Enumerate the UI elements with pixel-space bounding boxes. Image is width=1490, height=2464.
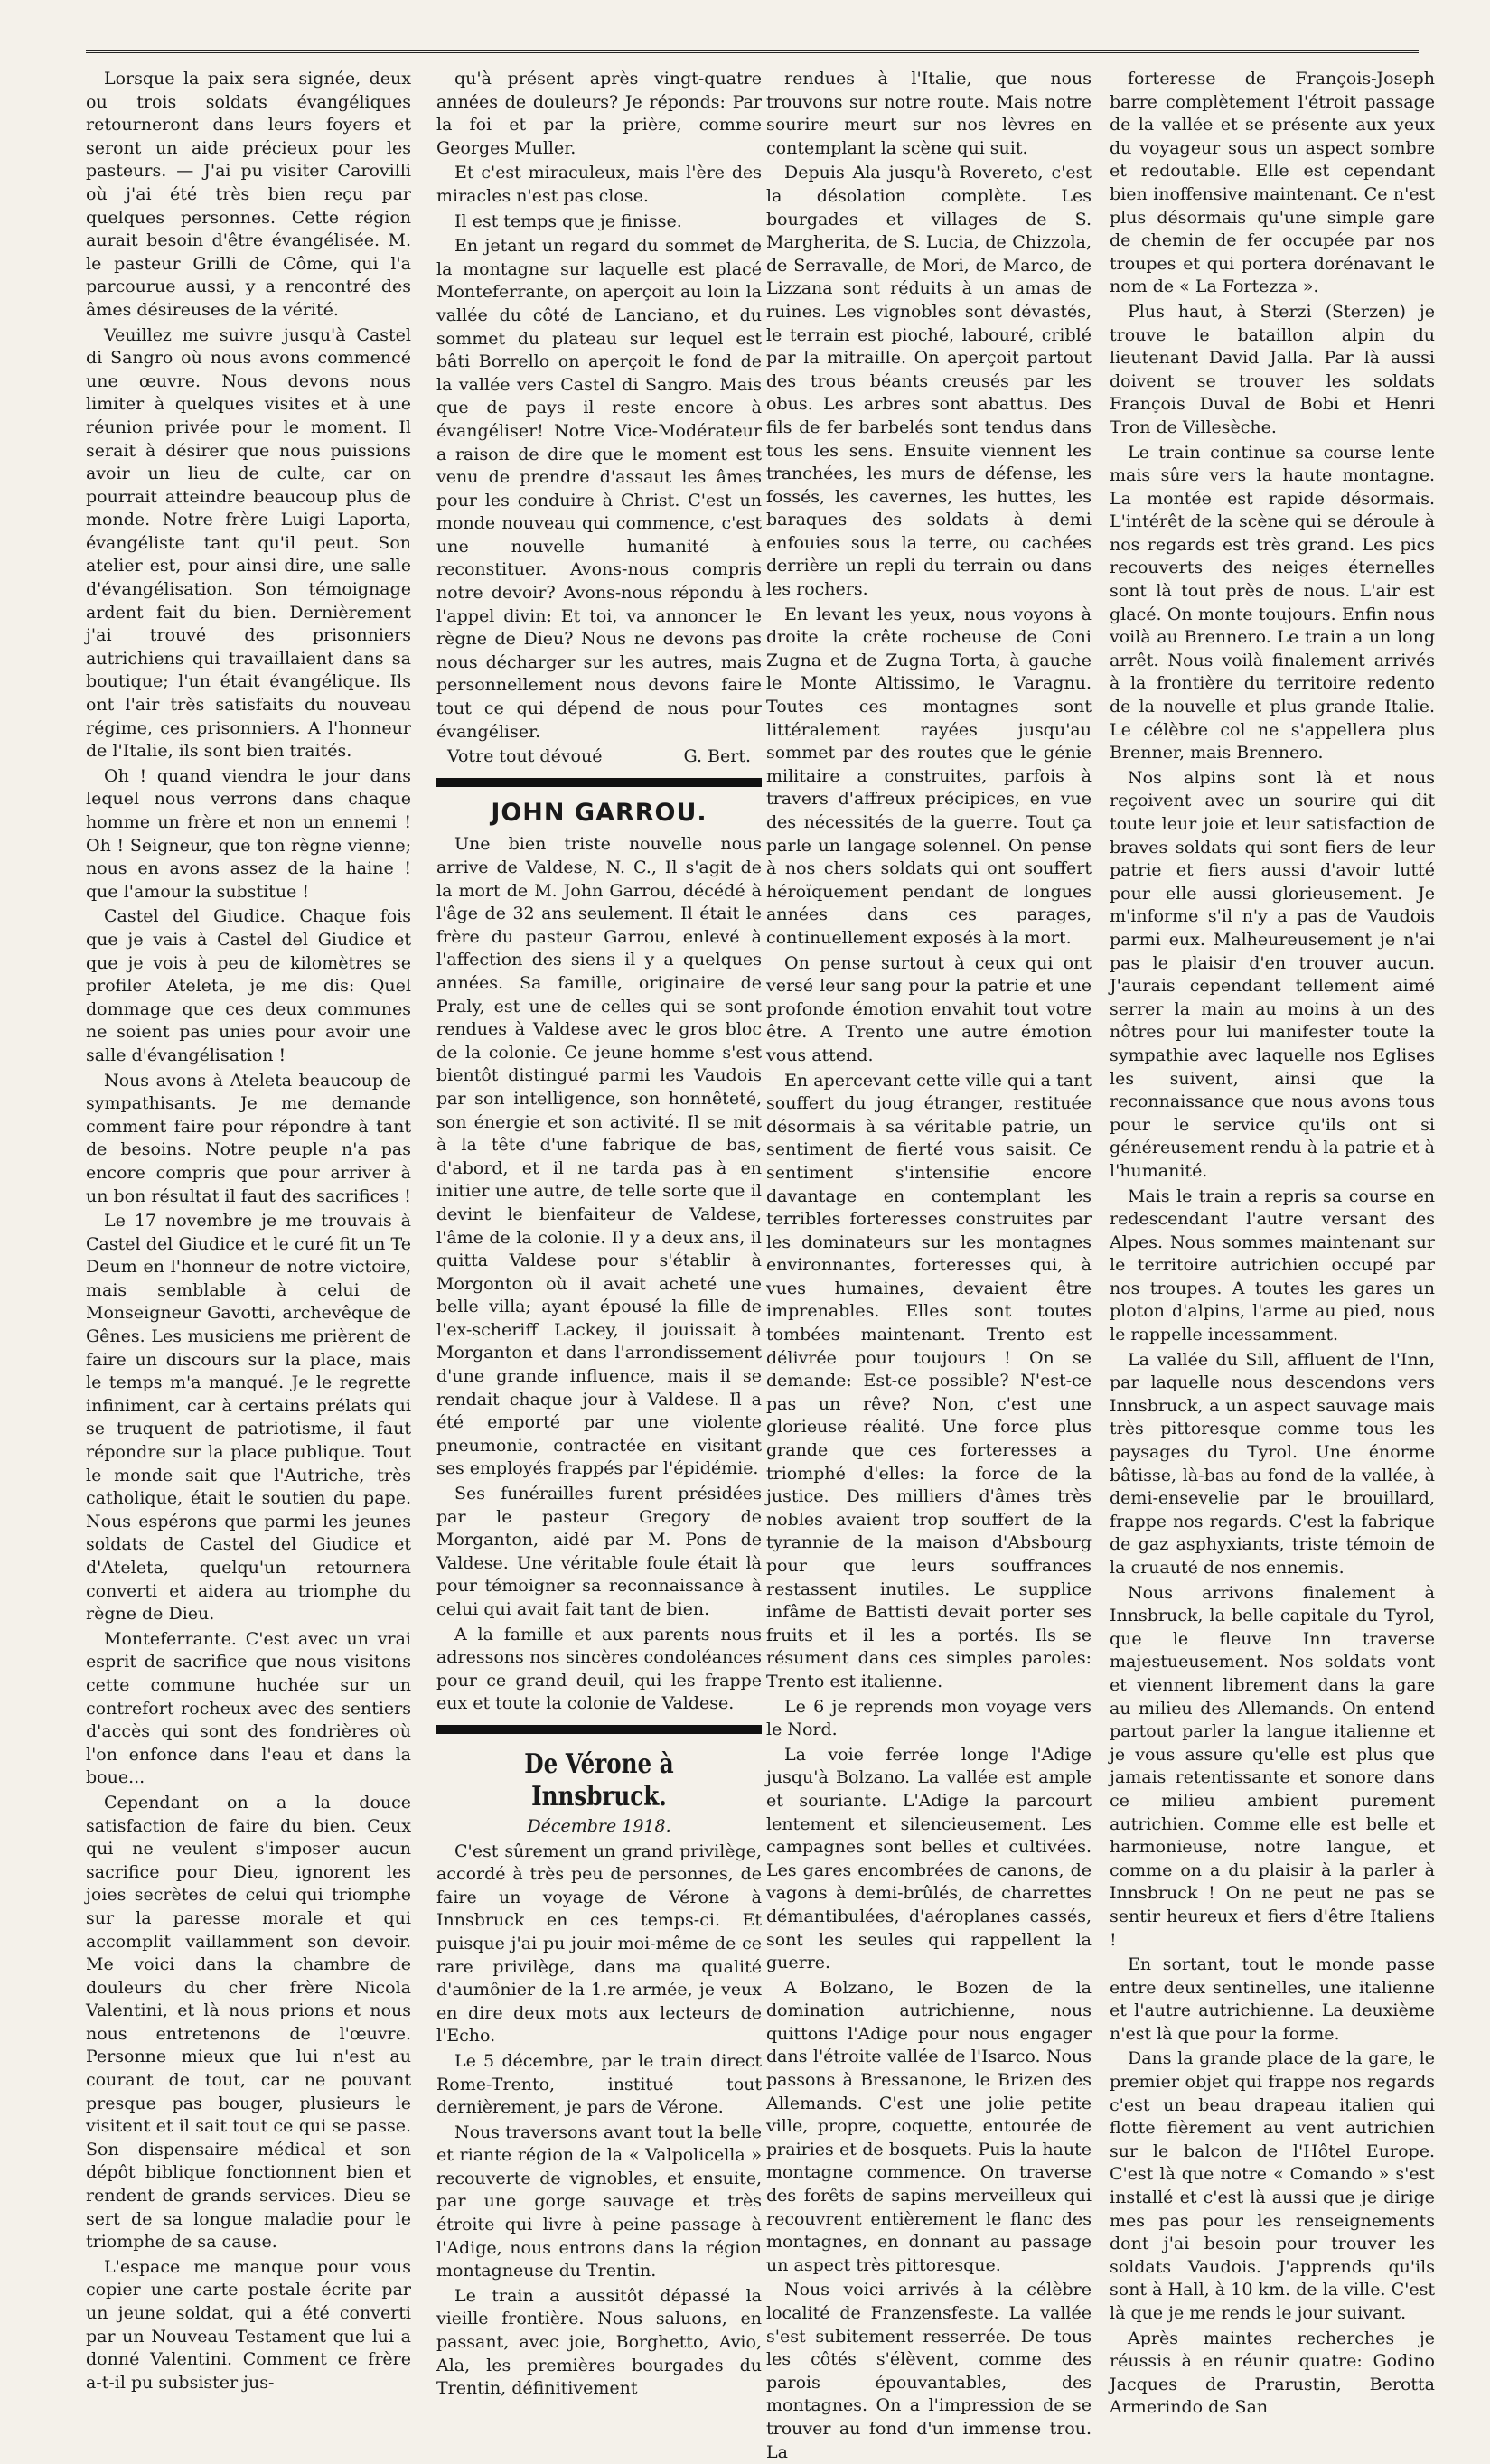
column-3: [766, 68, 1092, 2464]
column-4: [1110, 68, 1435, 2420]
paragraph: rendues à l'Italie, que nous trouvons sur notre route. Mais notre sourire meurt sur nos lèvres en contemplant la scène qui suit.: [766, 69, 1092, 158]
paragraph: Oh ! quand viendra le jour dans lequel nous verrons dans chaque homme un frère et non un ennemi ! Oh ! Seigneur, que ton règne vienne; nous en avons assez de la haine ! que l'amour la substitue !: [86, 765, 411, 902]
paragraph: Une bien triste nouvelle nous arrive de Valdese, N. C., Il s'agit de la mort de M. John Garrou, décédé à l'âge de 32 ans seulement. Il était le frère du pasteur Garrou, enlevé à l'affection des siens il y a quelques années. Sa famille, originaire de Praly, est une de celles qui se sont rendues à Valdese avec le gros bloc de la colonie. Ce jeune homme s'est bientôt distingué parmi les Vaudois par son intelligence, son honnêteté, son énergie et son activité. Il se mit à la tête d'une fabrique de bas, d'abord, et il ne tarda pas à en initier une autre, de telle sorte que il devint le bienfaiteur de Valdese, l'âme de la colonie. Il y a deux ans, il quitta Valdese pour s'établir à Morgonton où il avait acheté une belle villa; ayant épousé la fille de l'ex-scheriff Lackey, il jouissait à Morganton et dans l'arrondissement d'une grande influence, mais il se rendait chaque jour à Valdese. Il a été emporté par une violente pneumonie, contractée en visitant ses employés frappés par l'épidémie.: [436, 834, 762, 1479]
paragraph: La voie ferrée longe l'Adige jusqu'à Bolzano. La vallée est ample et souriante. L'Adige la parcourt lentement et silencieusement. Les campagnes sont belles et cultivées. Les gares encombrées de canons, de vagons à demi-brûlés, de charrettes démantibulées, d'aéroplanes cassés, sont les seules qui rappellent la guerre.: [766, 1744, 1092, 1973]
signature-closing: Votre tout dévoué: [447, 746, 603, 767]
paragraph: A Bolzano, le Bozen de la domination autrichienne, nous quittons l'Adige pour nous engager dans l'étroite vallée de l'Isarco. Nous passons à Bressanone, le Brizen des Allemands. C'est une jolie petite ville, propre, coquette, entourée de prairies et de bosquets. Puis la haute montagne commence. On traverse des forêts de sapins merveilleux qui recouvrent entièrement le flanc des montagnes, en donnant au passage un aspect très pittoresque.: [766, 1977, 1092, 2275]
paragraph: Nous voici arrivés à la célèbre localité de Franzensfeste. La vallée s'est subitement resserrée. De tous les côtés s'élèvent, comme des parois épouvantables, des montagnes. On a l'impression de se trouver au fond d'un immense trou. La: [766, 2280, 1092, 2462]
paragraph: Le train a aussitôt dépassé la vieille frontière. Nous saluons, en passant, avec joie, Borghetto, Avio, Ala, les premières bourgades du Trentin, définitivement: [436, 2285, 762, 2399]
paragraph: Cependant on a la douce satisfaction de faire du bien. Ceux qui ne veulent s'imposer aucun sacrifice pour Dieu, ignorent les joies secrètes de celui qui triomphe sur la paresse morale et qui accomplit vaillamment son devoir. Me voici dans la chambre de douleurs du cher frère Nicola Valentini, et là nous prions et nous nous entretenons de l'œuvre. Personne mieux que lui n'est au courant de tout, car ne pouvant presque pas bouger, plusieurs le visitent et il sait tout ce qui se passe. Son dispensaire médical et son dépôt biblique fonctionnent bien et rendent de grands services. Dieu se sert de sa longue maladie pour le triomphe de sa cause.: [86, 1792, 411, 2253]
paragraph: qu'à présent après vingt-quatre années de douleurs? Je réponds: Par la foi et par la prière, comme Georges Muller.: [436, 69, 762, 158]
paragraph: Veuillez me suivre jusqu'à Castel di Sangro où nous avons commencé une œuvre. Nous devons nous limiter à quelques visites et à une réunion privée pour le moment. Il serait à désirer que nous puissions avoir un lieu de culte, car on pourrait atteindre beaucoup plus de monde. Notre frère Luigi Laporta, évangéliste tant qu'il peut. Son atelier est, pour ainsi dire, une salle d'évangélisation. Son témoignage ardent fait du bien. Dernièrement j'ai trouvé des prisonniers autrichiens qui travaillaient dans sa boutique; l'un était évangélique. Ils ont l'air très satisfaits du nouveau régime, ces prisonniers. A l'honneur de l'Italie, ils sont bien traités.: [86, 324, 411, 762]
paragraph: forteresse de François-Joseph barre complètement l'étroit passage de la vallée et se présente aux yeux du voyageur sous un aspect sombre et redoutable. Elle est cependant bien inoffensive maintenant. Ce n'est plus désormais qu'une simple gare de chemin de fer occupée par nos troupes et qui portera dorénavant le nom de « La Fortezza ».: [1110, 69, 1435, 297]
paragraph: Nos alpins sont là et nous reçoivent avec un sourire qui dit toute leur joie et leur satisfaction de braves soldats qui sont fiers de leur patrie et fiers aussi d'avoir lutté pour elle aussi glorieusement. Je m'informe s'il n'y a pas de Vaudois parmi eux. Malheureusement je n'ai pas le plaisir d'en trouver aucun. J'aurais cependant tellement aimé serrer la main au moins à un des nôtres pour lui manifester toute la sympathie avec laquelle nos Eglises les suivent, ainsi que la reconnaissance que nous avons tous pour le service qu'ils ont si généreusement rendu à la patrie et à l'humanité.: [1110, 767, 1435, 1181]
section-divider: [436, 1725, 762, 1734]
header-rule: [86, 50, 1419, 53]
paragraph: En jetant un regard du sommet de la montagne sur laquelle est placé Monteferrante, on aperçoit au loin la vallée du côté de Lanciano, et du sommet du plateau sur lequel est bâti Borrello on aperçoit le fond de la vallée vers Castel di Sangro. Mais que de pays il reste encore à évangéliser! Notre Vice-Modérateur a raison de dire que le moment est venu de prendre d'assaut les âmes pour les conduire à Christ. C'est un monde nouveau qui commence, c'est une nouvelle humanité à reconstituer. Avons-nous compris notre devoir? Avons-nous répondu à l'appel divin: Et toi, va annoncer le règne de Dieu? Nous ne devons pas nous décharger sur les autres, mais personnellement nous devons faire tout ce qui dépend de nous pour évangéliser.: [436, 236, 762, 742]
paragraph: Nous arrivons finalement à Innsbruck, la belle capitale du Tyrol, que le fleuve Inn traverse majestueusement. Nos soldats vont et viennent librement dans la gare au milieu des Allemands. On entend partout parler la langue italienne et je vous assure qu'elle est plus que jamais retentissante et sonore dans ce milieu ambient purement autrichien. Comme elle est belle et harmonieuse, notre langue, et comme on a du plaisir à la parler à Innsbruck ! On ne peut ne pas se sentir heureux et fiers d'être Italiens !: [1110, 1582, 1435, 1950]
paragraph: Le 5 décembre, par le train direct Rome-Trento, institué tout dernièrement, je pars de Vérone.: [436, 2050, 762, 2118]
article-dateline: Décembre 1918.: [527, 1815, 671, 1836]
section-divider: [436, 778, 762, 787]
paragraph: Le train continue sa course lente mais sûre vers la haute montagne. La montée est rapide désormais. L'intérêt de la scène qui se déroule à nos regards est très grand. Les pics recouverts des neiges éternelles sont là tout près de nous. L'air est glacé. On monte toujours. Enfin nous voilà au Brennero. Le train a un long arrêt. Nous voilà finalement arrivés à la frontière du territoire redento de la nouvelle et plus grande Italie. Le célèbre col ne s'appellera plus Brenner, mais Brennero.: [1110, 442, 1435, 764]
paragraph: Castel del Giudice. Chaque fois que je vais à Castel del Giudice et que je vois à peu de kilomètres se profiler Ateleta, je me dis: Quel dommage que ces deux communes ne soient pas unies pour avoir une salle d'évangélisation !: [86, 906, 411, 1065]
paragraph: Lorsque la paix sera signée, deux ou trois soldats évangéliques retourneront dans leurs foyers et seront un aide précieux pour les pasteurs. — J'ai pu visiter Carovilli où j'ai été très bien reçu par quelques personnes. Cette région aurait besoin d'être évangélisée. M. le pasteur Grilli de Côme, qui l'a parcourue aussi, y a rencontré des âmes désireuses de la vérité.: [86, 69, 411, 320]
paragraph: Plus haut, à Sterzi (Sterzen) je trouve le bataillon alpin du lieutenant David Jalla. Par là aussi doivent se trouver les soldats François Duval de Bobi et Henri Tron de Villesèche.: [1110, 301, 1435, 437]
signature-line: [436, 745, 762, 769]
paragraph: Il est temps que je finisse.: [454, 211, 682, 231]
paragraph: Monteferrante. C'est avec un vrai esprit de sacrifice que nous visitons cette commune huchée sur un contrefort rocheux avec des sentiers d'accès qui sont des fondrières où l'on enfonce dans l'eau et dans la boue...: [86, 1628, 411, 1788]
column-2: [436, 68, 762, 2401]
paragraph: On pense surtout à ceux qui ont versé leur sang pour la patrie et une profonde émotion envahit tout votre être. A Trento une autre émotion vous attend.: [766, 952, 1092, 1065]
paragraph: Le 17 novembre je me trouvais à Castel del Giudice et le curé fit un Te Deum en l'honneur de notre victoire, mais semblable à celui de Monseigneur Gavotti, archevêque de Gênes. Les musiciens me prièrent de faire un discours sur la place, mais le temps m'a manqué. Je le regrette infiniment, car à certains prélats qui se truquent de patriotisme, il faut répondre sur la place publique. Tout le monde sait que l'Autriche, très catholique, était le soutien du pape. Nous espérons que parmi les jeunes soldats de Castel del Giudice et d'Ateleta, quelqu'un retournera converti et aidera au triomphe du règne de Dieu.: [86, 1211, 411, 1625]
paragraph: En apercevant cette ville qui a tant souffert du joug étranger, restituée désormais à sa véritable patrie, un sentiment de fierté vous saisit. Ce sentiment s'intensifie encore davantage en contemplant les terribles forteresses construites par les dominateurs sur les montagnes environnantes, forteresses qui, à vues humaines, devaient être imprenables. Elles sont toutes tombées maintenant. Trento est délivrée pour toujours ! On se demande: Est-ce possible? N'est-ce pas un rêve? Non, c'est une glorieuse réalité. Une force plus grande que ces forteresses a triomphé d'elles: la force de la justice. Des milliers d'âmes très nobles avaient trop souffert de la tyrannie de la maison d'Absbourg pour que leurs souffrances restassent inutiles. Le supplice infâme de Battisti devait porter ses fruits et il les a portés. Ils se résument dans ces simples paroles: Trento est italienne.: [766, 1070, 1092, 1691]
paragraph: Dans la grande place de la gare, le premier objet qui frappe nos regards c'est un beau drapeau italien qui flotte fièrement au vent autrichien sur le balcon de l'Hôtel Europe. C'est là que notre « Comando » s'est installé et c'est là aussi que je dirige mes pas pour les renseignements dont j'ai besoin pour trouver les soldats Vaudois. J'apprends qu'ils sont à Hall, à 10 km. de la ville. C'est là que je me rends le jour suivant.: [1110, 2048, 1435, 2323]
paragraph: Mais le train a repris sa course en redescendant l'autre versant des Alpes. Nous sommes maintenant sur le territoire autrichien occupé par nos troupes. A toutes les gares un ploton d'alpins, l'arme au pied, nous le rappelle incessamment.: [1110, 1185, 1435, 1345]
paragraph: Après maintes recherches je réussis à en réunir quatre: Godino Jacques de Prarustin, Berotta Armerindo de San: [1110, 2328, 1435, 2418]
paragraph: Le 6 je reprends mon voyage vers le Nord.: [766, 1696, 1092, 1740]
paragraph: En levant les yeux, nous voyons à droite la crête rocheuse de Coni Zugna et de Zugna Torta, à gauche le Monte Altissimo, le Varagnu. Toutes ces montagnes sont littéralement rayées jusqu'au sommet par des routes que le génie militaire a construites, parfois à travers d'affreux précipices, en vue des nécessités de la guerre. Tout ça parle un langage solennel. On pense à nos chers soldats qui ont souffert héroïquement pendant de longues années dans ces parages, continuellement exposés à la mort.: [766, 604, 1092, 948]
paragraph: Depuis Ala jusqu'à Rovereto, c'est la désolation complète. Les bourgades et villages de S. Margherita, de S. Lucia, de Chizzola, de Serravalle, de Mori, de Marco, de Lizzana sont réduits à un amas de ruines. Les vignobles sont dévastés, le terrain est pioché, labouré, criblé par la mitraille. On aperçoit partout des trous béants creusés par les obus. Les arbres sont abattus. Des fils de fer barbelés sont tendus dans tous les sens. Ensuite viennent les tranchées, les murs de défense, les fossés, les cavernes, les huttes, les baraques des soldats à demi enfouies sous la terre, ou cachées derrière un repli du terrain ou dans les rochers.: [766, 163, 1092, 600]
article-title-garrou: JOHN GARROU.: [491, 798, 708, 827]
paragraph: L'espace me manque pour vous copier une carte postale écrite par un jeune soldat, qui a été converti par un Nouveau Testament que lui a donné Valentini. Comment ce frère a-t-il pu subsister jus-: [86, 2256, 411, 2393]
column-1: [86, 68, 411, 2394]
paragraph: Nous traversons avant tout la belle et riante région de la « Valpolicella » recouverte de vignobles, et ensuite, par une gorge sauvage et très étroite qui livre à peine passage à l'Adige, nous entrons dans la région montagneuse du Trentin.: [436, 2122, 762, 2281]
paragraph: A la famille et aux parents nous adressons nos sincères condoléances pour ce grand deuil, qui les frappe eux et toute la colonie de Valdese.: [436, 1624, 762, 1714]
signature-author: G. Bert.: [683, 746, 751, 767]
paragraph: C'est sûrement un grand privilège, accordé à très peu de personnes, de faire un voyage de Vérone à Innsbruck en ces temps-ci. Et puisque j'ai pu jouir moi-même de ce rare privilège, dans ma qualité d'aumônier de la 1.re armée, je veux en dire deux mots aux lecteurs de l'Echo.: [436, 1841, 762, 2047]
paragraph: Ses funérailles furent présidées par le pasteur Gregory de Morganton, aidé par M. Pons de Valdese. Une véritable foule était là pour témoigner sa reconnaissance à celui qui avait fait tant de bien.: [436, 1484, 762, 1619]
article-title-verone: De Vérone à Innsbruck.: [524, 1747, 674, 1813]
paragraph: En sortant, tout le monde passe entre deux sentinelles, une italienne et l'autre autrichienne. La deuxième n'est là que pour la forme.: [1110, 1954, 1435, 2044]
paragraph: Nous avons à Ateleta beaucoup de sympathisants. Je me demande comment faire pour répondre à tant de besoins. Notre peuple n'a pas encore compris que pour arriver à un bon résultat il faut des sacrifices !: [86, 1070, 411, 1206]
paragraph: La vallée du Sill, affluent de l'Inn, par laquelle nous descendons vers Innsbruck, a un aspect sauvage mais très pittoresque comme tous les paysages du Tyrol. Une énorme bâtisse, là-bas au fond de la vallée, à demi-ensevelie par le brouillard, frappe nos regards. C'est la fabrique de gaz asphyxiants, triste témoin de la cruauté de nos ennemis.: [1110, 1349, 1435, 1578]
paragraph: Et c'est miraculeux, mais l'ère des miracles n'est pas close.: [436, 163, 762, 206]
